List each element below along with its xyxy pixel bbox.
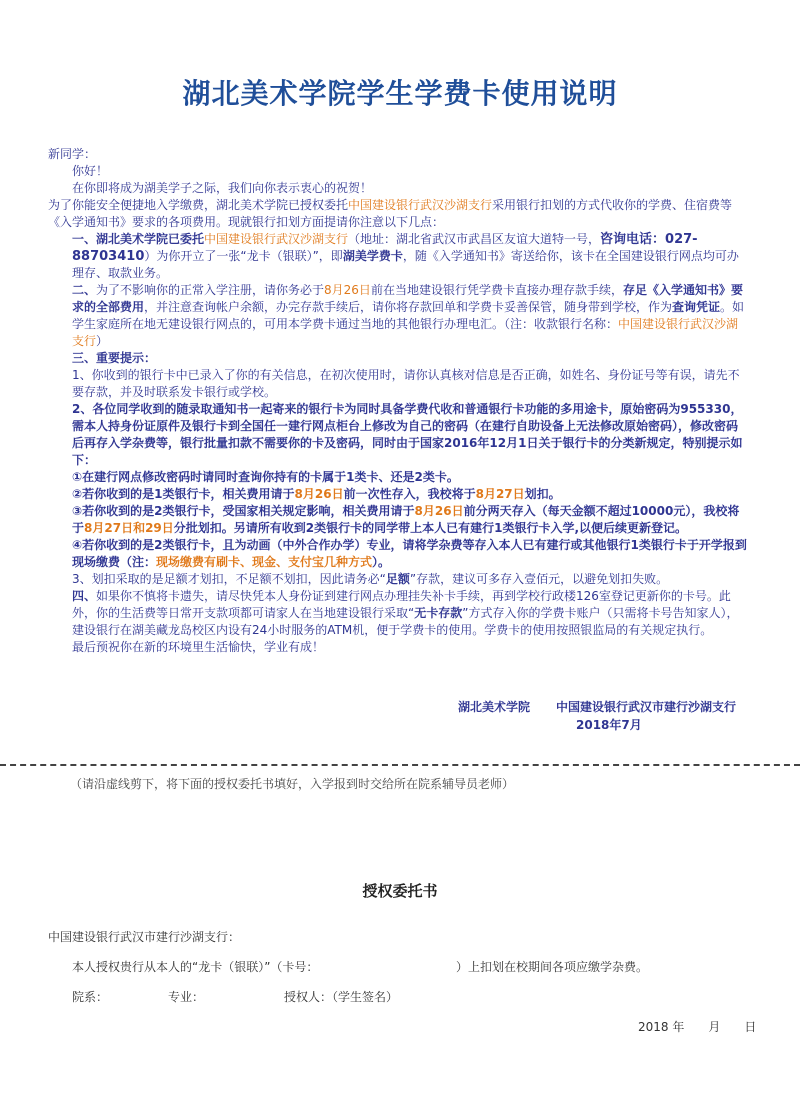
- sign-date: 2018年7月: [576, 718, 642, 732]
- section-2: 二、为了不影响你的正常入学注册，请你务必于8月26日前在当地建设银行凭学费卡直接办理存款手续，存足《入学通知书》要求的全部费用，并注意查询帐户余额，办完存款手续后，请你将存款回单和学费卡妥善保管，随身带到学校，作为查询凭证。如学生家庭所在地无建设银行网点的，可用本学费卡通过当地的其他银行办理电汇。（注：收款银行名称：中国建设银行武汉沙湖支行）: [72, 283, 745, 348]
- intro: 为了你能安全便捷地入学缴费，湖北美术学院已授权委托中国建设银行武汉沙湖支行采用银行扣划的方式代收你的学费、住宿费等《入学通知书》要求的各项费用。现就银行扣划方面提请你注意以下几点：: [48, 198, 733, 229]
- consult-phone: 咨询电话：027-88703410: [72, 232, 698, 264]
- closing: 最后预祝你在新的环境里生活愉快，学业有成！: [72, 640, 325, 654]
- form-addressee: 中国建设银行武汉市建行沙湖支行：: [48, 930, 241, 944]
- form-date: 2018 年 月 日: [638, 1020, 757, 1034]
- page-title: 湖北美术学院学生学费卡使用说明: [182, 77, 618, 110]
- greeting: 新同学：: [48, 147, 97, 161]
- form-authorizer: 授权人：（学生签名）: [284, 990, 399, 1004]
- cut-line: [0, 764, 800, 766]
- sign-school: 湖北美术学院: [458, 700, 531, 714]
- welcome: 在你即将成为湖美学子之际，我们向你表示衷心的祝贺！: [72, 181, 373, 195]
- tip-2-item-3: ③若你收到的是2类银行卡，受国家相关规定影响，相关费用请于8月26日前分两天存入（每天金额不超过10000元），我校将于8月27日和29日分批划扣。另请所有收到2类银行卡的同学带上本人已有建行1类银行卡入学,以便后续更新登记。: [72, 504, 740, 535]
- form-card-line-a: 本人授权贵行从本人的“龙卡（银联）”（卡号：: [72, 960, 319, 974]
- bank-name: 中国建设银行武汉沙湖支行: [348, 198, 493, 212]
- tip-3: 3、划扣采取的是足额才划扣，不足额不划扣，因此请务必“足额”存款，建议可多存入壹佰元，以避免划扣失败。: [72, 572, 669, 586]
- tip-2-item-2: ②若你收到的是1类银行卡，相关费用请于8月26日前一次性存入，我校将于8月27日划扣。: [72, 487, 561, 501]
- section-4: 四、如果你不慎将卡遗失，请尽快凭本人身份证到建行网点办理挂失补卡手续，再到学校行政楼126室登记更新你的卡号。此外，你的生活费等日常开支款项都可请家人在当地建设银行采取“无卡存款”方式存入你的学费卡账户（只需将卡号告知家人），建设银行在湖美藏龙岛校区内设有24小时服务的ATM机，便于学费卡的使用。学费卡的使用按照银监局的有关规定执行。: [72, 589, 739, 637]
- tip-2-item-1: ①在建行网点修改密码时请同时查询你持有的卡属于1类卡、还是2类卡。: [72, 470, 459, 484]
- notice-body: [48, 146, 748, 656]
- section-1: 一、湖北美术学院已委托中国建设银行武汉沙湖支行（地址：湖北省武汉市武昌区友谊大道特一号，咨询电话：027-88703410）为你开立了一张“龙卡（银联）”，即湖美学费卡，随《入学通知书》寄送给你，该卡在全国建设银行网点均可办理存、取款业务。: [72, 232, 739, 280]
- form-major: 专业：: [168, 990, 205, 1004]
- tip-2-item-4: ④若你收到的是2类银行卡，且为动画（中外合作办学）专业，请将学杂费等存入本人已有建行或其他银行1类银行卡于开学报到现场缴费（注：现场缴费有刷卡、现金、支付宝几种方式）。: [72, 538, 747, 569]
- tip-2: 2、各位同学收到的随录取通知书一起寄来的银行卡为同时具备学费代收和普通银行卡功能的多用途卡，原始密码为955330，需本人持身份证原件及银行卡到全国任一建行网点柜台上修改为自己的密码（在建行自助设备上无法修改原始密码），修改密码后再存入学杂费等，银行批量扣款不需要你的卡及密码，同时由于国家2016年12月1日关于银行卡的分类新规定，特别提示如下：: [72, 402, 743, 467]
- section-3-heading: 三、重要提示：: [72, 351, 157, 365]
- form-title: 授权委托书: [362, 882, 438, 900]
- form-dept: 院系：: [72, 990, 109, 1004]
- sign-bank: 中国建设银行武汉市建行沙湖支行: [556, 700, 737, 714]
- form-card-line-b: ）上扣划在校期间各项应缴学杂费。: [456, 960, 649, 974]
- tip-1: 1、你收到的银行卡中已录入了你的有关信息，在初次使用时，请你认真核对信息是否正确，如姓名、身份证号等有误，请先不要存款，并及时联系发卡银行或学校。: [72, 368, 740, 399]
- hello: 你好！: [72, 164, 109, 178]
- cut-note: （请沿虚线剪下，将下面的授权委托书填好，入学报到时交给所在院系辅导员老师）: [70, 777, 515, 791]
